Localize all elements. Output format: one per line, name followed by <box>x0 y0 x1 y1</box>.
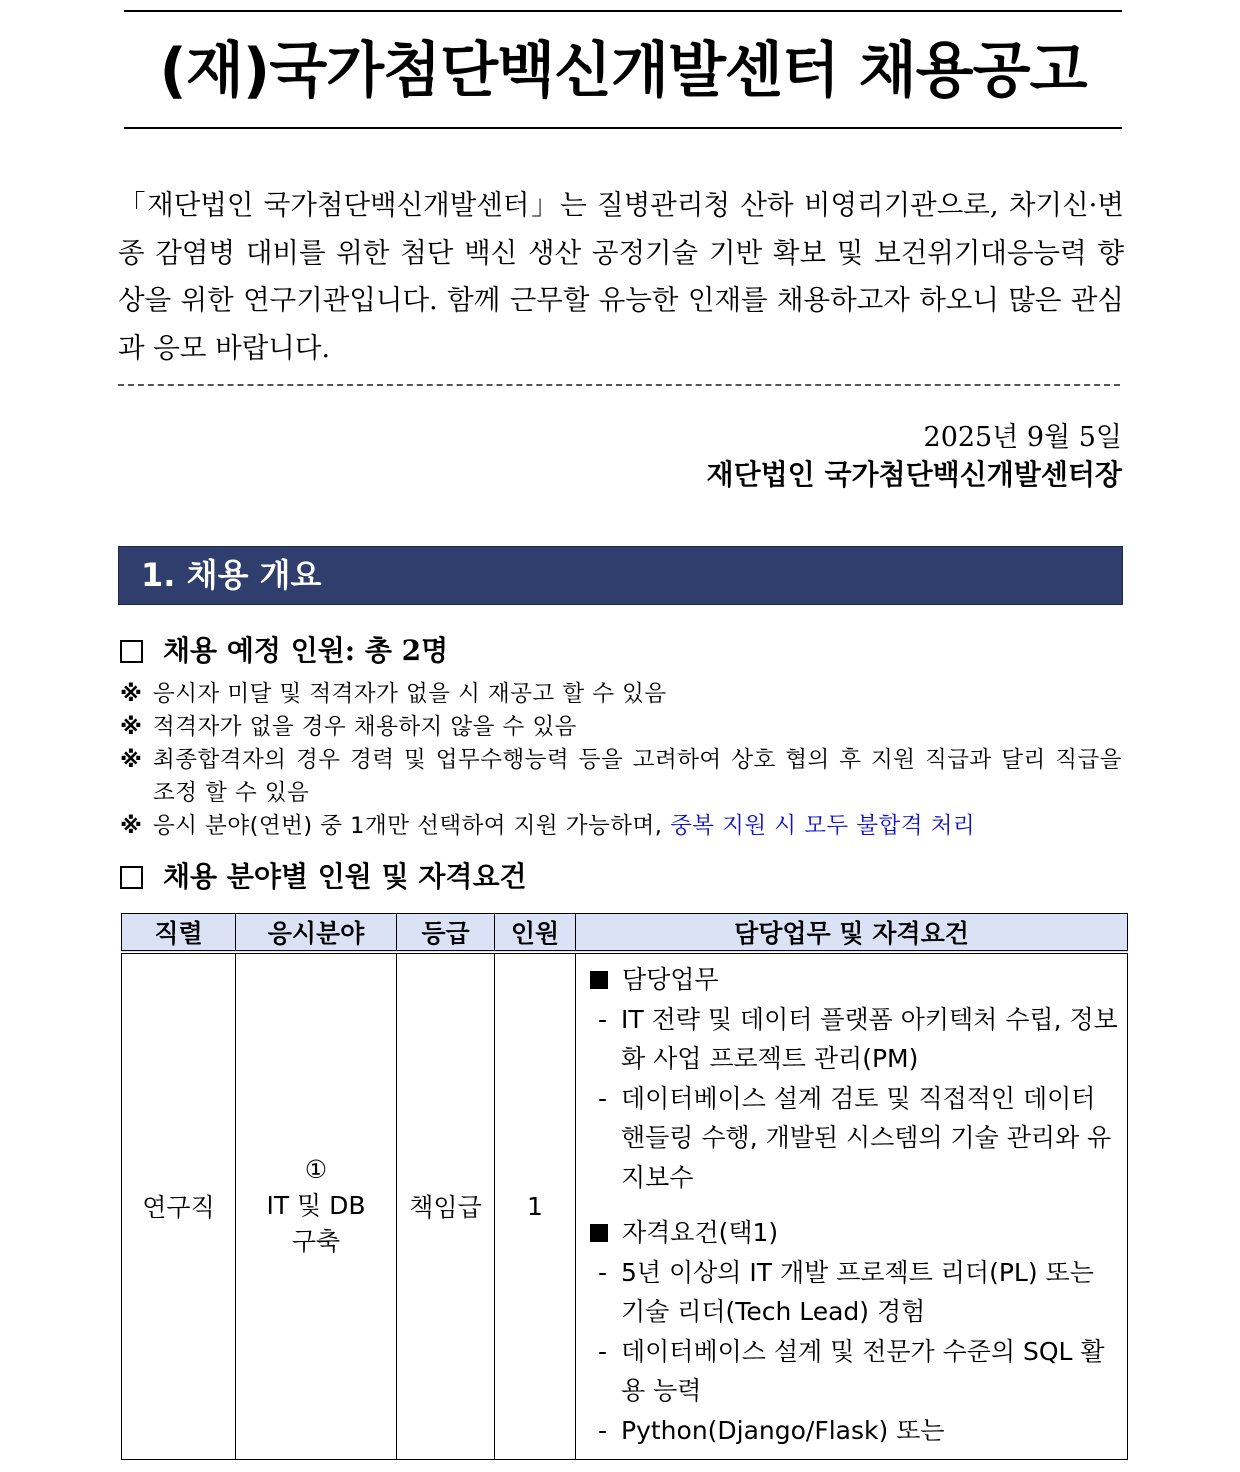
col-header-duties: 담당업무 및 자격요건 <box>576 914 1128 953</box>
cell-series: 연구직 <box>122 952 236 1459</box>
qualification-text: 5년 이상의 IT 개발 프로젝트 리더(PL) 또는 기술 리더(Tech Lead) 경험 <box>621 1257 1094 1326</box>
organization-signature: 재단법인 국가첨단백신개발센터장 <box>706 458 1122 491</box>
duties-title: 담당업무 <box>622 965 719 994</box>
field-name-line1: IT 및 DB <box>266 1191 366 1221</box>
recruitment-table <box>121 913 1128 1460</box>
table-row <box>122 952 1128 1459</box>
qualification-item <box>588 1253 1119 1332</box>
announcement-date: 2025년 9월 5일 <box>923 422 1122 453</box>
spacer <box>588 1197 1119 1213</box>
dashed-divider <box>118 384 1120 386</box>
note-text: 최종합격자의 경우 경력 및 업무수행능력 등을 고려하여 상호 협의 후 지원 직급과 달리 직급을 조정 할 수 있음 <box>153 747 1122 806</box>
duty-item <box>588 1079 1119 1198</box>
checkbox-square-icon <box>120 866 143 889</box>
qualifications-heading <box>588 1213 1119 1253</box>
qualification-item <box>588 1411 1119 1451</box>
qualification-item <box>588 1332 1119 1411</box>
note-plain-text: 응시 분야(연번) 중 1개만 선택하여 지원 가능하며, <box>153 813 671 839</box>
qualifications-title: 자격요건(택1) <box>622 1218 779 1247</box>
checkbox-square-icon <box>120 640 143 663</box>
duty-item <box>588 1000 1119 1079</box>
col-header-count: 인원 <box>495 914 576 953</box>
col-header-grade: 등급 <box>397 914 495 953</box>
top-rule <box>124 10 1122 12</box>
note-text <box>120 810 1122 843</box>
page-title: (재)국가첨단백신개발센터 채용공고 <box>159 36 1087 106</box>
reference-mark-icon: ※ <box>120 813 143 839</box>
qualification-text: 데이터베이스 설계 및 전문가 수준의 SQL 활용 능력 <box>621 1336 1105 1405</box>
note-highlight-text: 중복 지원 시 모두 불합격 처리 <box>670 813 976 839</box>
reference-mark-icon: ※ <box>120 714 143 740</box>
black-square-icon <box>590 971 608 989</box>
cell-field <box>236 952 397 1459</box>
note-item <box>120 744 1122 810</box>
duty-text: IT 전략 및 데이터 플랫폼 아키텍처 수립, 정보화 사업 프로젝트 관리(PM) <box>621 1004 1118 1073</box>
field-number: ① <box>304 1155 328 1185</box>
title-underline <box>124 127 1122 129</box>
field-name-line2: 구축 <box>291 1227 341 1257</box>
note-item <box>120 711 1122 744</box>
subheading-requirements <box>120 857 527 897</box>
reference-mark-icon: ※ <box>120 747 143 773</box>
note-text: 적격자가 없을 경우 채용하지 않을 수 있음 <box>153 714 577 740</box>
dash-bullet: - <box>598 1083 608 1113</box>
reference-mark-icon: ※ <box>120 681 143 707</box>
qualification-text: Python(Django/Flask) 또는 <box>621 1415 945 1445</box>
intro-paragraph: 「재단법인 국가첨단백신개발센터」는 질병관리청 산하 비영리기관으로, 차기신·변종 감염병 대비를 위한 첨단 백신 생산 공정기술 기반 확보 및 보건위기대응능력 향상을 위한 연구기관입니다. 함께 근무할 유능한 인재를 채용하고자 하오니 많은 관심과 응모 바랍니다. <box>118 189 1124 364</box>
dash-bullet: - <box>598 1257 608 1287</box>
dash-bullet: - <box>598 1415 608 1445</box>
subheading-text: 채용 예정 인원: 총 2명 <box>163 634 449 667</box>
dash-bullet: - <box>598 1336 608 1366</box>
duties-heading <box>588 960 1119 1000</box>
black-square-icon <box>590 1224 608 1242</box>
duty-text: 데이터베이스 설계 검토 및 직접적인 데이터 핸들링 수행, 개발된 시스템의 기술 관리와 유지보수 <box>621 1083 1112 1192</box>
cell-grade: 책임급 <box>397 952 495 1459</box>
cell-duties-qualifications <box>576 952 1128 1459</box>
table-header-row <box>122 914 1128 953</box>
dash-bullet: - <box>598 1004 608 1034</box>
cell-count: 1 <box>495 952 576 1459</box>
note-item <box>120 810 1122 843</box>
section-heading: 1. 채용 개요 <box>118 546 1123 605</box>
col-header-series: 직렬 <box>122 914 236 953</box>
note-item <box>120 678 1122 711</box>
col-header-field: 응시분야 <box>236 914 397 953</box>
subheading-headcount <box>120 631 448 671</box>
subheading-text: 채용 분야별 인원 및 자격요건 <box>163 860 527 893</box>
note-text: 응시자 미달 및 적격자가 없을 시 재공고 할 수 있음 <box>153 681 667 707</box>
